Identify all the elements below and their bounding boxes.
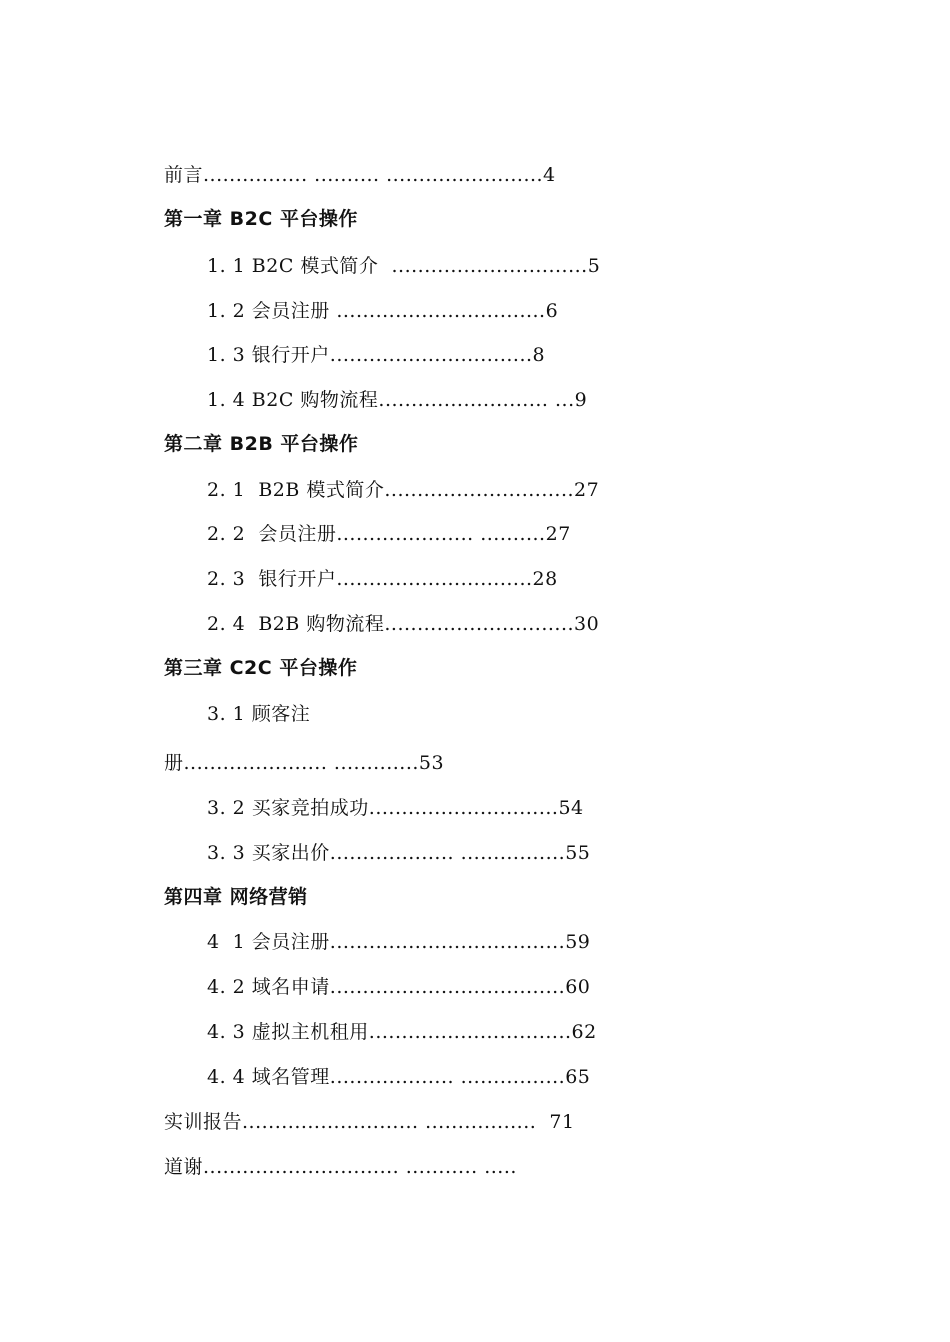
toc-entry-1-3[interactable]: 1. 3 银行开户...............................8 bbox=[207, 344, 546, 366]
toc-entry-1-4[interactable]: 1. 4 B2C 购物流程.......................... ...9 bbox=[207, 389, 588, 411]
toc-entry-4-3[interactable]: 4. 3 虚拟主机租用...............................62 bbox=[207, 1021, 597, 1043]
toc-entry-thanks[interactable]: 道谢.............................. ........... ..... bbox=[164, 1156, 517, 1178]
toc-entry-preface[interactable]: 前言................ .......... ........................4 bbox=[164, 164, 556, 186]
toc-entry-3-3[interactable]: 3. 3 买家出价................... ................55 bbox=[207, 842, 591, 864]
toc-chapter-2[interactable]: 第二章 B2B 平台操作 bbox=[164, 433, 359, 455]
toc-entry-4-2[interactable]: 4. 2 域名申请....................................60 bbox=[207, 976, 591, 998]
toc-entry-4-4[interactable]: 4. 4 域名管理................... ................65 bbox=[207, 1066, 591, 1088]
toc-entry-2-3[interactable]: 2. 3 银行开户..............................28 bbox=[207, 568, 558, 590]
toc-entry-3-1-end[interactable]: 册...................... .............53 bbox=[164, 752, 445, 774]
toc-entry-2-4[interactable]: 2. 4 B2B 购物流程.............................30 bbox=[207, 613, 600, 635]
toc-entry-1-2[interactable]: 1. 2 会员注册 ................................6 bbox=[207, 300, 559, 322]
toc-entry-3-2[interactable]: 3. 2 买家竞拍成功.............................54 bbox=[207, 797, 584, 819]
toc-chapter-4[interactable]: 第四章 网络营销 bbox=[164, 886, 308, 908]
toc-entry-3-1-start[interactable]: 3. 1 顾客注 bbox=[207, 703, 311, 725]
toc-chapter-1[interactable]: 第一章 B2C 平台操作 bbox=[164, 208, 358, 230]
toc-entry-4-1[interactable]: 4 1 会员注册....................................59 bbox=[207, 931, 591, 953]
toc-entry-1-1[interactable]: 1. 1 B2C 模式简介 ..............................5 bbox=[207, 255, 601, 277]
toc-entry-2-1[interactable]: 2. 1 B2B 模式简介.............................27 bbox=[207, 479, 600, 501]
toc-entry-report[interactable]: 实训报告........................... ................. 71 bbox=[164, 1111, 575, 1133]
toc-chapter-3[interactable]: 第三章 C2C 平台操作 bbox=[164, 657, 358, 679]
toc-entry-2-2[interactable]: 2. 2 会员注册..................... ..........27 bbox=[207, 523, 571, 545]
